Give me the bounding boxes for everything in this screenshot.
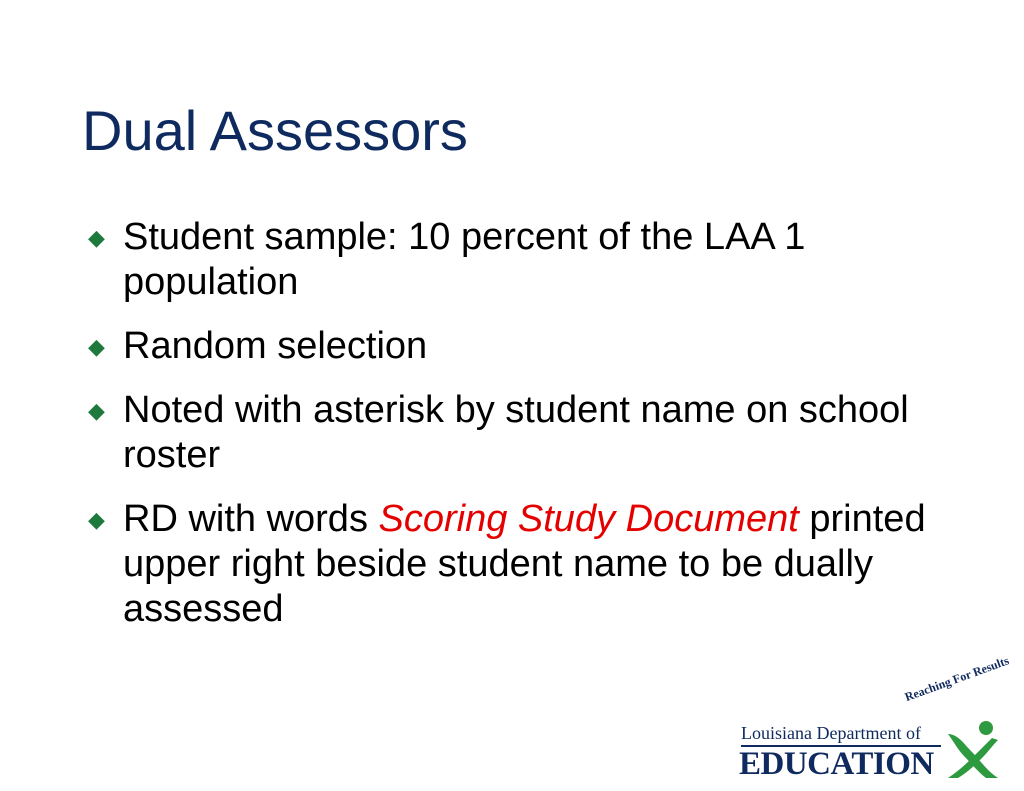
bullet-text-prefix: RD with words [123,498,379,540]
logo-tagline: Reaching For Results [902,653,1011,705]
diamond-bullet-icon: ◆ [88,225,105,250]
bullet-item [88,388,948,478]
bullet-text [123,497,948,632]
bullet-item [88,215,948,305]
emphasized-text: Scoring Study Document [378,498,799,540]
bullet-item [88,497,948,632]
diamond-bullet-icon: ◆ [88,507,105,532]
bullet-text: Student sample: 10 percent of the LAA 1 population [123,216,806,303]
logo-education: EDUCATION [739,746,934,782]
bullet-text: Noted with asterisk by student name on school roster [123,389,909,476]
bullet-text: Random selection [123,325,428,367]
logo-department: Louisiana Department of [741,723,921,743]
bullet-item [88,324,948,369]
diamond-bullet-icon: ◆ [88,334,105,359]
bullet-list [88,215,948,651]
bullet-text-suffix: printed upper right beside student name to be dually assessed [123,498,926,630]
diamond-bullet-icon: ◆ [88,398,105,423]
green-x-figure-icon [942,720,1002,780]
slide-title: Dual Assessors [82,99,468,162]
